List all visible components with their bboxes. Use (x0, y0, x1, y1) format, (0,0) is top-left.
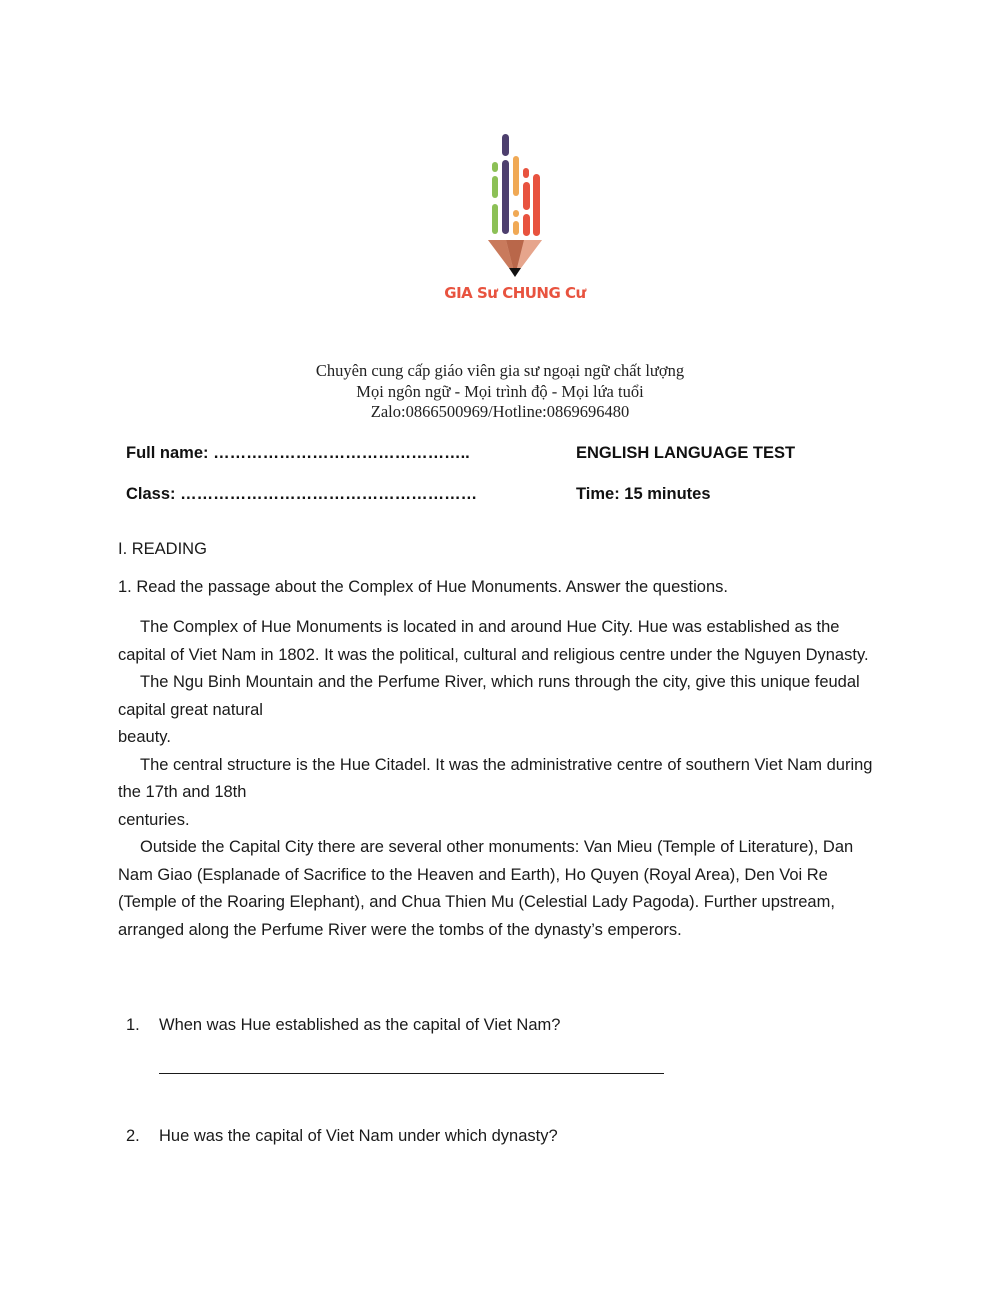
question-2 (126, 1127, 558, 1146)
passage-paragraph: The Complex of Hue Monuments is located in and around Hue City. Hue was established as the capital of Viet Nam in 1802. It was the political, cultural and religious centre under the Nguyen Dynasty. (118, 618, 869, 664)
question-text: When was Hue established as the capital of Viet Nam? (159, 1016, 561, 1034)
section-title: I. READING (118, 540, 207, 558)
passage-paragraph-tail: centuries. (118, 810, 190, 829)
pencil-logo-icon (470, 128, 560, 288)
banner-tagline: Chuyên cung cấp giáo viên gia sư ngoại ngữ chất lượng (315, 361, 685, 380)
question-1 (126, 1016, 560, 1035)
passage-paragraph-tail: beauty. (118, 728, 171, 746)
reading-passage (118, 614, 888, 944)
brand-logo-text: GIA Sư CHUNG Cư (444, 284, 586, 302)
banner-subtitle: Mọi ngôn ngữ - Mọi trình độ - Mọi lứa tuổi (356, 381, 644, 401)
answer-line-1[interactable] (159, 1073, 664, 1074)
question-number: 1. (126, 1016, 140, 1034)
instruction: 1. Read the passage about the Complex of Hue Monuments. Answer the questions. (118, 578, 728, 596)
contact-banner (0, 361, 1000, 423)
banner-contact: Zalo:0866500969/Hotline:0869696480 (370, 402, 630, 421)
question-text: Hue was the capital of Viet Nam under which dynasty? (159, 1127, 558, 1145)
passage-paragraph: The central structure is the Hue Citadel. It was the administrative centre of southern Viet Nam during the 17th and 18th (118, 755, 873, 801)
test-title: ENGLISH LANGUAGE TEST (576, 444, 796, 462)
passage-paragraph: Outside the Capital City there are several other monuments: Van Mieu (Temple of Literature), Dan Nam Giao (Esplanade of Sacrifice to the Heaven and Earth), Ho Quyen (Royal Area), Den Voi Re (Temple of the Roaring Elephant), and Chua Thien Mu (Celestial Lady Pagoda). Further upstream, arranged along the Perfume River were the tombs of the dynasty’s emperors. (118, 838, 854, 939)
full-name-field: Full name: ……………………………………….. (126, 444, 470, 462)
time-limit: Time: 15 minutes (576, 485, 711, 503)
class-field: Class: ……………………………………………… (126, 485, 478, 503)
question-number: 2. (126, 1127, 140, 1145)
passage-paragraph: The Ngu Binh Mountain and the Perfume River, which runs through the city, give this unique feudal capital great natural (118, 673, 860, 719)
